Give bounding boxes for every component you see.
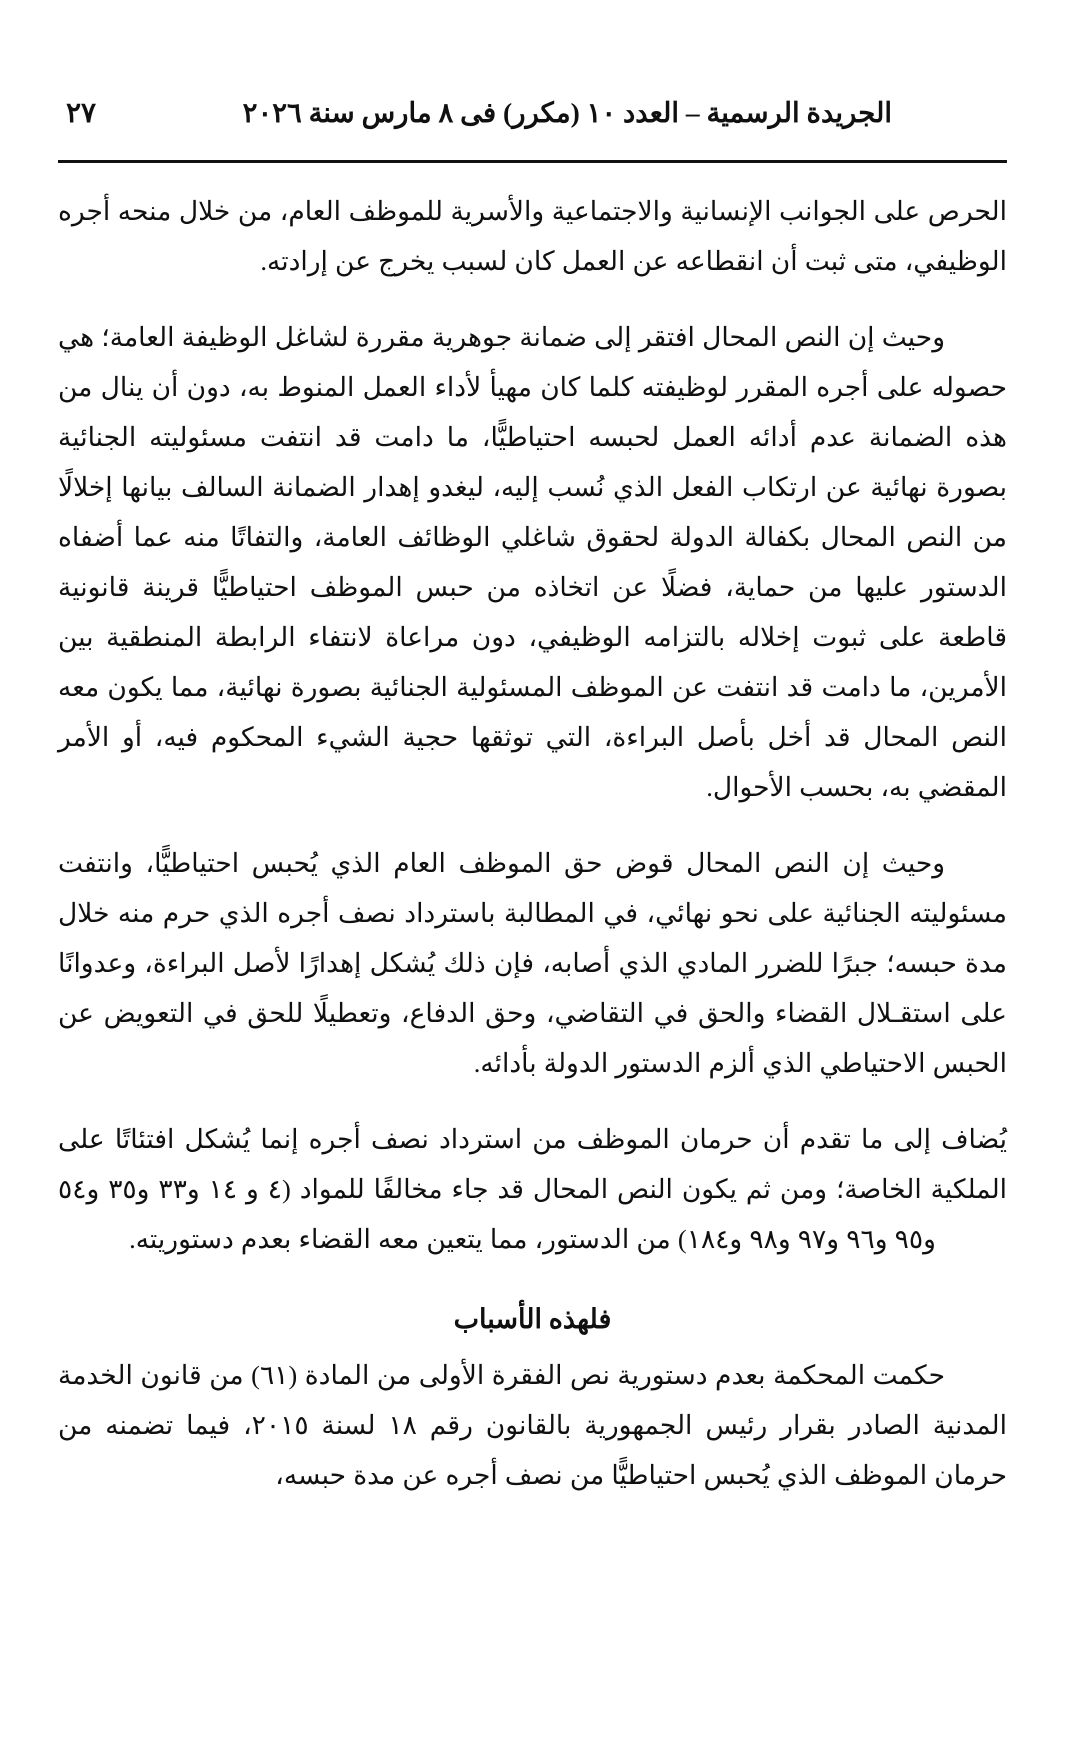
body-paragraph-2: وحيث إن النص المحال افتقر إلى ضمانة جوهرية مقررة لشاغل الوظيفة العامة؛ هي حصوله على أجره المقرر لوظيفته كلما كان مهيأ لأداء العمل المنوط به، دون أن ينال من هذه الضمانة عدم أدائه العمل لحبسه احتياطيًّا، ما دامت قد انتفت مسئوليته الجنائية بصورة نهائية عن ارتكاب الفعل الذي نُسب إليه، ليغدو إهدار الضمانة السالف بيانها إخلالًا من النص المحال بكفالة الدولة لحقوق شاغلي الوظائف العامة، والتفاتًا منه عما أضفاه الدستور عليها من حماية، فضلًا عن اتخاذه من حبس الموظف احتياطيًّا قرينة قانونية قاطعة على ثبوت إخلاله بالتزامه الوظيفي، دون مراعاة لانتفاء الرابطة المنطقية بين الأمرين، ما دامت قد انتفت عن الموظف المسئولية الجنائية بصورة نهائية، مما يكون معه النص المحال قد أخل بأصل البراءة، التي توثقها حجية الشيء المحكوم فيه، أو الأمر المقضي به، بحسب الأحوال. <box>58 322 1007 802</box>
document-body <box>58 186 1007 1526</box>
page-number: ٢٧ <box>66 98 97 129</box>
body-paragraph-5: حكمت المحكمة بعدم دستورية نص الفقرة الأولى من المادة (٦١) من قانون الخدمة المدنية الصادر بقرار رئيس الجمهورية بالقانون رقم ١٨ لسنة ٢٠١٥، فيما تضمنه من حرمان الموظف الذي يُحبس احتياطيًّا من نصف أجره عن مدة حبسه، <box>58 1360 1007 1490</box>
section-heading-reasons: فلهذه الأسباب <box>453 1304 612 1334</box>
body-paragraph-4: يُضاف إلى ما تقدم أن حرمان الموظف من استرداد نصف أجره إنما يُشكل افتئاتًا على الملكية الخاصة؛ ومن ثم يكون النص المحال قد جاء مخالفًا للمواد (٤ و ١٤ و٣٣ و٣٥ و٥٤ و٩٥ و٩٦ و٩٧ و٩٨ و١٨٤) من الدستور، مما يتعين معه القضاء بعدم دستوريته. <box>58 1124 1008 1254</box>
running-header <box>58 96 1007 152</box>
body-paragraph-1: الحرص على الجوانب الإنسانية والاجتماعية والأسرية للموظف العام، من خلال منحه أجره الوظيفي، متى ثبت أن انقطاعه عن العمل كان لسبب يخرج عن إرادته. <box>58 196 1007 276</box>
body-paragraph-3: وحيث إن النص المحال قوض حق الموظف العام الذي يُحبس احتياطيًّا، وانتفت مسئوليته الجنائية على نحو نهائي، في المطالبة باسترداد نصف أجره الذي حرم منه خلال مدة حبسه؛ جبرًا للضرر المادي الذي أصابه، فإن ذلك يُشكل إهدارًا لأصل البراءة، وعدوانًا على استقـلال القضاء والحق في التقاضي، وحق الدفاع، وتعطيلًا للحق في التعويض عن الحبس الاحتياطي الذي ألزم الدستور الدولة بأدائه. <box>58 848 1007 1078</box>
header-row <box>58 96 1007 131</box>
gazette-header-title: الجريدة الرسمية – العدد ١٠ (مكرر) فى ٨ مارس سنة ٢٠٢٦ <box>242 97 892 128</box>
header-divider-rule <box>58 160 1007 163</box>
